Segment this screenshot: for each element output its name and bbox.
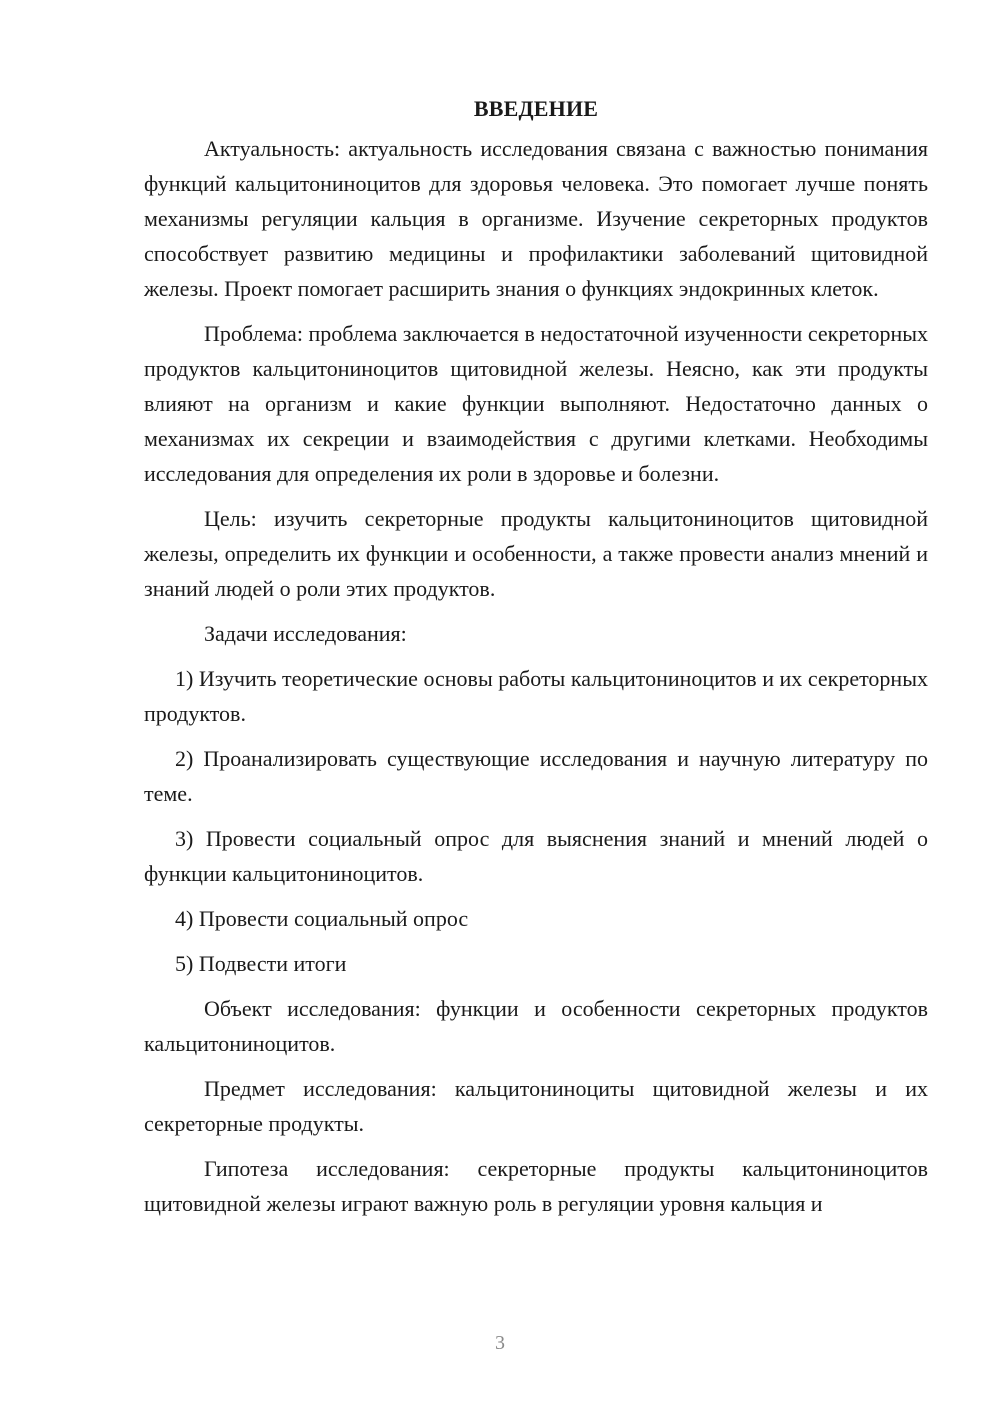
paragraph-problem: Проблема: проблема заключается в недостаточной изученности секреторных продуктов кальцитониноцитов щитовидной железы. Неясно, как эти продукты влияют на организм и какие функции выполняют. Недостаточно данных о механизмах их секреции и взаимодействия с другими клетками. Необходимы исследования для определения их роли в здоровье и болезни. xyxy=(144,321,928,486)
task-item-4: 4) Провести социальный опрос xyxy=(175,906,469,931)
paragraph-hypothesis: Гипотеза исследования: секреторные продукты кальцитониноцитов щитовидной железы играют важную роль в регуляции уровня кальция и xyxy=(144,1156,928,1216)
page-number: 3 xyxy=(495,1332,505,1354)
paragraph-tasks-heading: Задачи исследования: xyxy=(204,621,407,646)
paragraph-object: Объект исследования: функции и особенности секреторных продуктов кальцитониноцитов. xyxy=(144,996,928,1056)
paragraph-subject: Предмет исследования: кальцитониноциты щитовидной железы и их секреторные продукты. xyxy=(144,1076,928,1136)
page-title: ВВЕДЕНИЕ xyxy=(473,96,599,121)
document-page xyxy=(144,94,928,1231)
task-item-2: 2) Проанализировать существующие исследования и научную литературу по теме. xyxy=(144,746,928,806)
task-item-3: 3) Провести социальный опрос для выяснения знаний и мнений людей о функции кальцитониноцитов. xyxy=(144,826,928,886)
paragraph-goal: Цель: изучить секреторные продукты кальцитониноцитов щитовидной железы, определить их функции и особенности, а также провести анализ мнений и знаний людей о роли этих продуктов. xyxy=(144,506,928,601)
paragraph-relevance: Актуальность: актуальность исследования связана с важностью понимания функций кальцитониноцитов для здоровья человека. Это помогает лучше понять механизмы регуляции кальция в организме. Изучение секреторных продуктов способствует развитию медицины и профилактики заболеваний щитовидной железы. Проект помогает расширить знания о функциях эндокринных клеток. xyxy=(144,136,928,301)
task-item-5: 5) Подвести итоги xyxy=(175,951,347,976)
task-item-1: 1) Изучить теоретические основы работы кальцитониноцитов и их секреторных продуктов. xyxy=(144,666,928,726)
